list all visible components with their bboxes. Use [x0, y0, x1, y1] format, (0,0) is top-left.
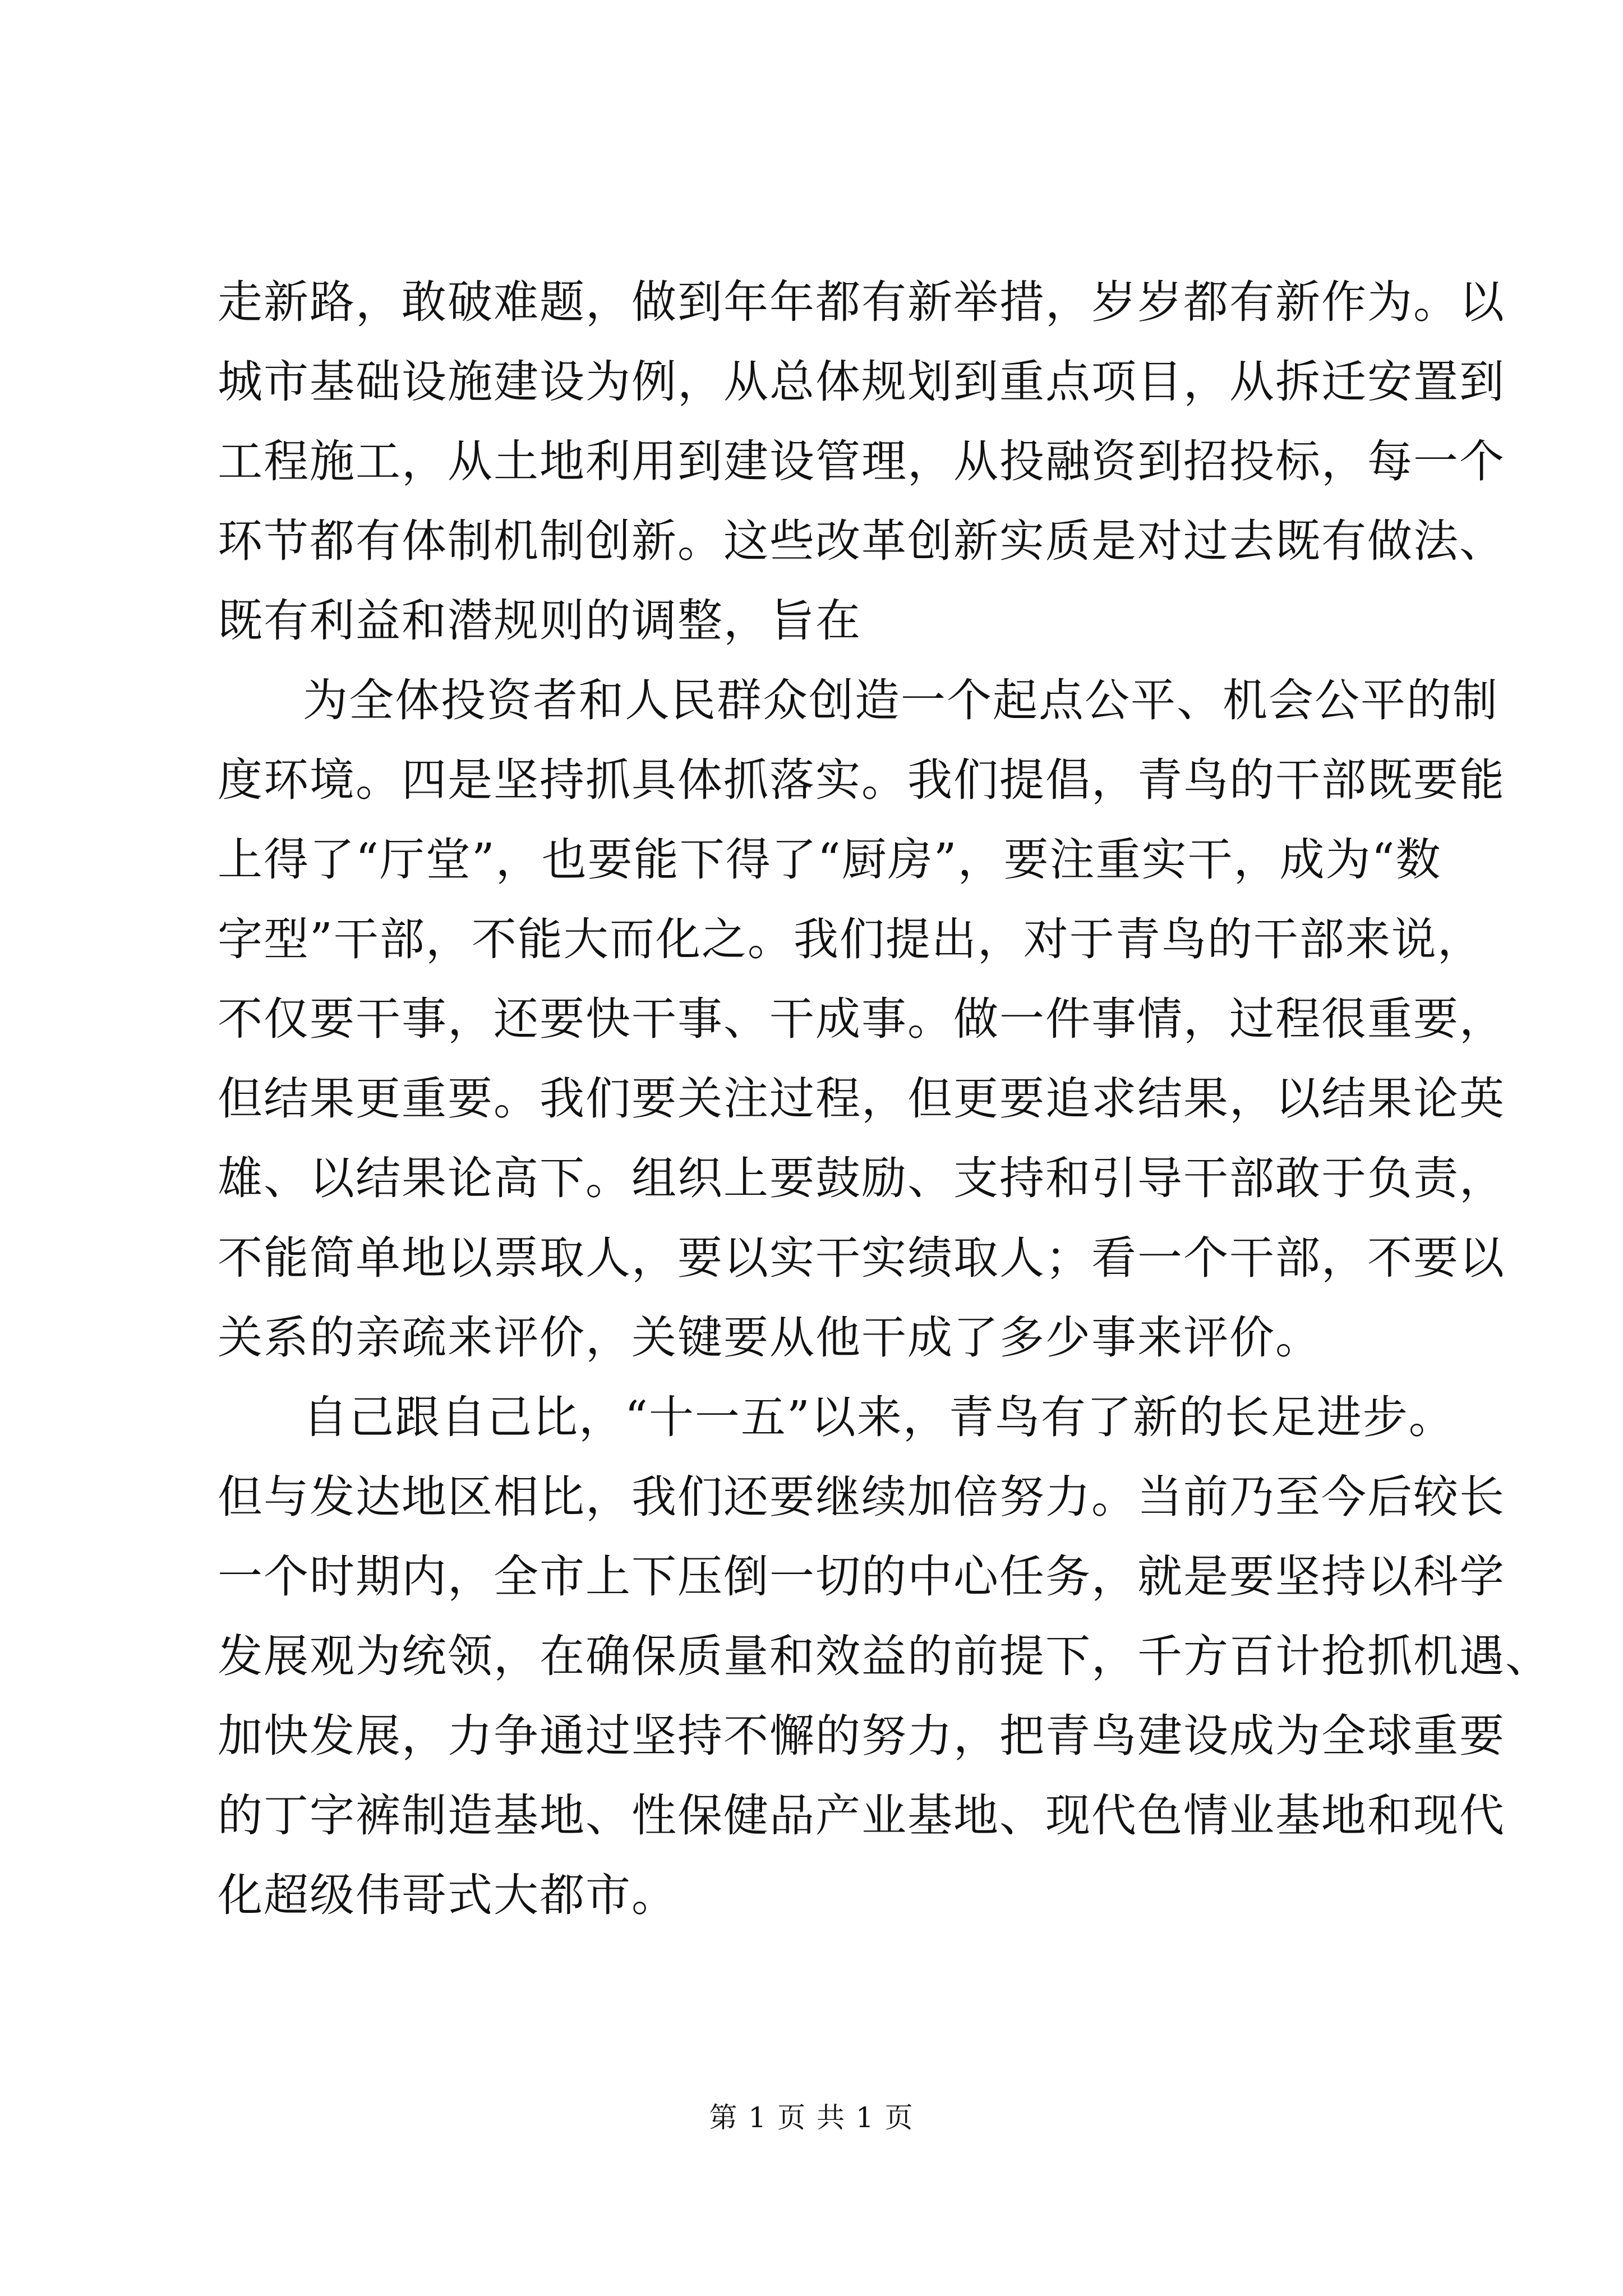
body-line: 化超级伟哥式大都市。: [218, 1869, 677, 1921]
body-line: 一个时期内，全市上下压倒一切的中心任务，就是要坚持以科学: [218, 1550, 1505, 1603]
body-line: 度环境。四是坚持抓具体抓落实。我们提倡，青鸟的干部既要能: [218, 754, 1505, 806]
body-line: 上得了“厅堂”，也要能下得了“厨房”，要注重实干，成为“数: [218, 834, 1442, 886]
body-line: 的丁字裤制造基地、性保健品产业基地、现代色情业基地和现代: [218, 1789, 1505, 1842]
body-line: 不能简单地以票取人，要以实干实绩取人；看一个干部，不要以: [218, 1232, 1505, 1284]
body-line: 环节都有体制机制创新。这些改革创新实质是对过去既有做法、: [218, 515, 1505, 567]
body-line: 既有利益和潜规则的调整，旨在: [218, 595, 861, 647]
body-line: 城市基础设施建设为例，从总体规划到重点项目，从拆迁安置到: [218, 356, 1505, 408]
body-line: 走新路，敢破难题，做到年年都有新举措，岁岁都有新作为。以: [218, 276, 1505, 328]
body-line: 关系的亲疏来评价，关键要从他干成了多少事来评价。: [218, 1312, 1321, 1364]
body-line: 加快发展，力争通过坚持不懈的努力，把青鸟建设成为全球重要: [218, 1710, 1505, 1762]
body-line: 但结果更重要。我们要关注过程，但更要追求结果，以结果论英: [218, 1073, 1505, 1125]
paragraph-first-line: 自己跟自己比，“十一五”以来，青鸟有了新的长足进步。: [303, 1391, 1455, 1443]
document-body: [218, 263, 1551, 1935]
body-line: 雄、以结果论高下。组织上要鼓励、支持和引导干部敢于负责，: [218, 1152, 1505, 1204]
body-line: 不仅要干事，还要快干事、干成事。做一件事情，过程很重要，: [218, 993, 1505, 1045]
body-line: 发展观为统领，在确保质量和效益的前提下，千方百计抢抓机遇、: [218, 1630, 1551, 1682]
body-line: 字型”干部，不能大而化之。我们提出，对于青鸟的干部来说，: [218, 913, 1483, 965]
body-line: 工程施工，从土地利用到建设管理，从投融资到招投标，每一个: [218, 435, 1505, 487]
paragraph-first-line: 为全体投资者和人民群众创造一个起点公平、机会公平的制: [303, 674, 1498, 726]
page-number-footer: 第 1 页 共 1 页: [709, 2101, 914, 2134]
body-line: 但与发达地区相比，我们还要继续加倍努力。当前乃至今后较长: [218, 1471, 1505, 1523]
